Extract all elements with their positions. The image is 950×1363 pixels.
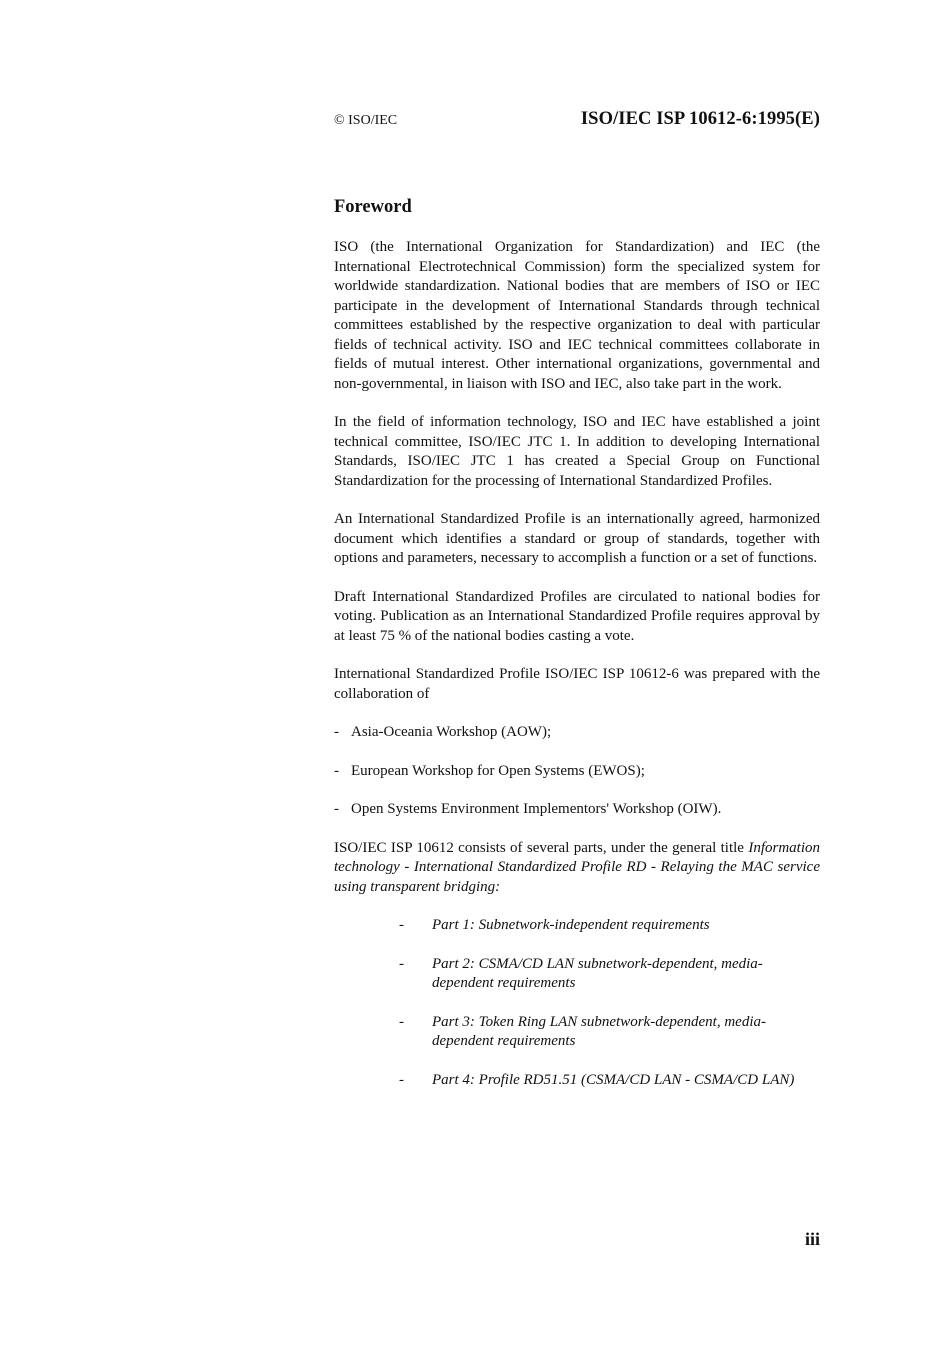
- workshop-list: [334, 723, 820, 820]
- page-number: iii: [804, 1229, 820, 1249]
- part-title: Part 4: Profile RD51.51 (CSMA/CD LAN - CSMA/CD LAN): [432, 1071, 795, 1088]
- list-dash: -: [399, 1071, 404, 1088]
- workshop-name: Open Systems Environment Implementors' Workshop (OIW).: [351, 801, 722, 817]
- series-title: Information technology - International Standardized Profile RD - Relaying the MAC service using transparent bridging:: [334, 839, 820, 895]
- list-dash: -: [399, 1013, 404, 1030]
- list-dash: -: [399, 955, 404, 972]
- part-title: Part 3: Token Ring LAN subnetwork-dependent, media-dependent requirements: [432, 1013, 766, 1049]
- paragraph: International Standardized Profile ISO/IEC ISP 10612-6 was prepared with the collaboration of: [334, 666, 820, 702]
- list-item: [334, 723, 820, 743]
- list-item: [334, 955, 820, 994]
- part-title: Part 1: Subnetwork-independent requirements: [432, 917, 710, 933]
- list-item: [334, 916, 820, 936]
- part-title: Part 2: CSMA/CD LAN subnetwork-dependent, media-dependent requirements: [432, 955, 763, 991]
- workshop-name: European Workshop for Open Systems (EWOS);: [351, 762, 645, 779]
- foreword-body: [334, 238, 820, 1109]
- list-dash: -: [334, 762, 339, 779]
- paragraph: ISO (the International Organization for Standardization) and IEC (the International Electrotechnical Commission) form the specialized system for worldwide standardization. National bodies that are members of ISO or IEC participate in the development of International Standards through technical committees established by the respective organization to deal with particular fields of technical activity. ISO and IEC technical committees collaborate in fields of mutual interest. Other international organizations, governmental and non-governmental, in liaison with ISO and IEC, also take part in the work.: [334, 239, 820, 392]
- parts-intro: [334, 839, 820, 898]
- document-id: ISO/IEC ISP 10612-6:1995(E): [580, 109, 820, 129]
- copyright-notice: © ISO/IEC: [334, 113, 398, 128]
- list-item: [334, 762, 820, 782]
- page-header: [334, 109, 820, 133]
- list-item: [334, 800, 820, 820]
- paragraph: An International Standardized Profile is an internationally agreed, harmonized document which identifies a standard or group of standards, together with options and parameters, necessary to accomplish a function or a set of functions.: [334, 511, 820, 566]
- list-item: [334, 1071, 820, 1091]
- section-heading: Foreword: [334, 197, 412, 217]
- paragraph: Draft International Standardized Profiles are circulated to national bodies for voting. Publication as an International Standardized Profile requires approval by at least 75 % of the national bodies casting a vote.: [334, 588, 820, 644]
- list-item: [334, 1013, 820, 1052]
- list-dash: -: [399, 917, 404, 933]
- parts-intro-lead: ISO/IEC ISP 10612 consists of several parts, under the general title: [334, 839, 744, 856]
- list-dash: -: [334, 801, 339, 817]
- list-dash: -: [334, 724, 339, 740]
- workshop-name: Asia-Oceania Workshop (AOW);: [351, 724, 552, 740]
- parts-list: [334, 916, 820, 1090]
- paragraph: In the field of information technology, ISO and IEC have established a joint technical committee, ISO/IEC JTC 1. In addition to developing International Standards, ISO/IEC JTC 1 has created a Special Group on Functional Standardization for the processing of International Standardized Profiles.: [334, 414, 820, 489]
